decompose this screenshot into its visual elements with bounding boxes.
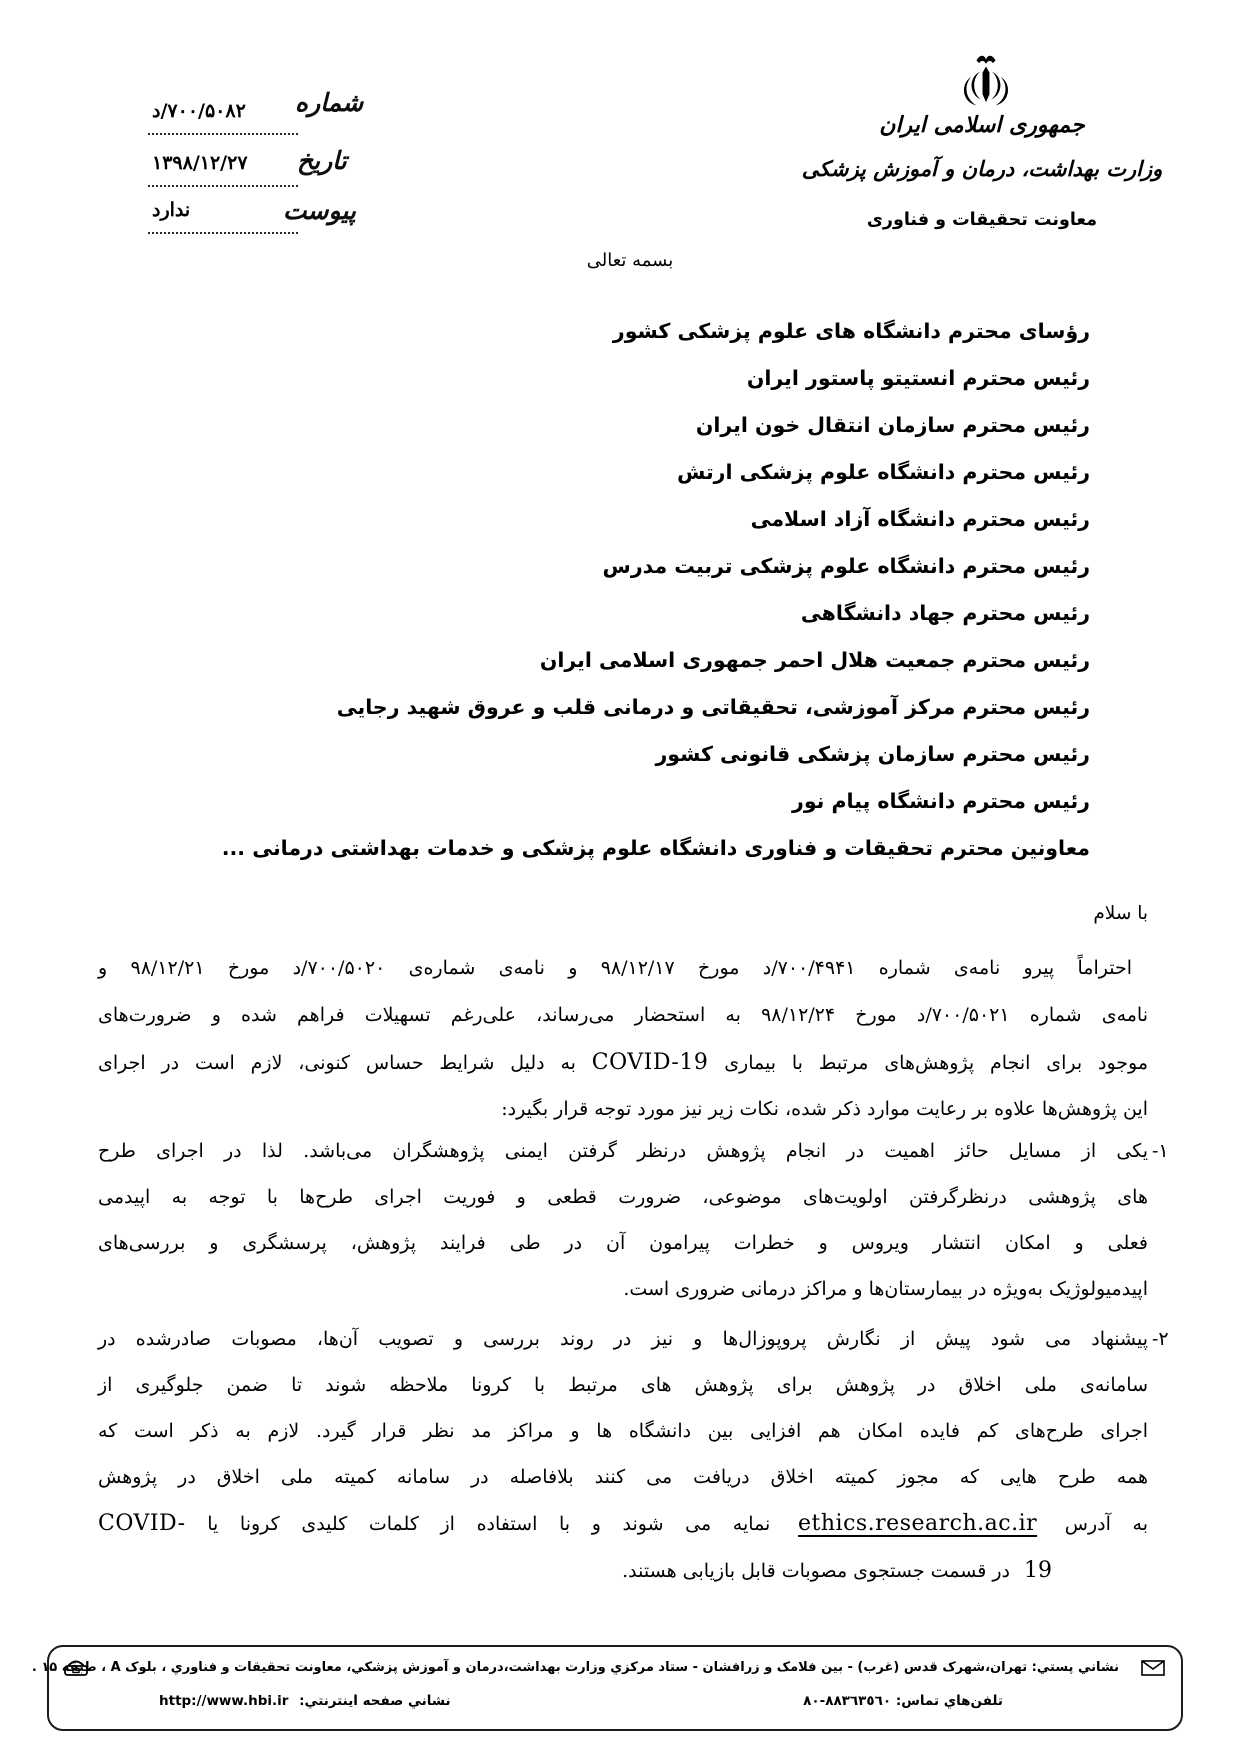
besmele-line: بسمه تعالی <box>586 250 674 271</box>
website-line: نشاني صفحه اينترنتي: http://www.hbi.ir <box>159 1693 451 1709</box>
header-ministry-line: وزارت بهداشت، درمان و آموزش پزشکی <box>801 156 1163 181</box>
item-1-line: های پژوهشی درنظرگرفتن اولویت‌های موضوعی، ضرورت قطعی و فوریت اجرای طرح‌ها با توجه به اپیدمی <box>98 1186 1148 1208</box>
item-1-marker: ۱- <box>1152 1140 1169 1162</box>
recipient-line: رئیس محترم سازمان پزشکی قانونی کشور <box>655 742 1090 766</box>
recipient-line: رئیس محترم دانشگاه پیام نور <box>792 789 1090 813</box>
attachment-field <box>148 199 298 234</box>
covid-term-part1: COVID- <box>98 1511 186 1536</box>
header-deputy-line: معاونت تحقیقات و فناوری <box>866 210 1098 230</box>
intro-line-4: این پژوهش‌ها علاوه بر رعایت موارد ذکر شده، نکات زیر نیز مورد توجه قرار بگیرد: <box>501 1098 1148 1120</box>
intro-paragraph <box>98 945 1148 1133</box>
ethics-url-text: ethics.research.ac.ir <box>798 1511 1038 1536</box>
phone-line: تلفن‌هاي تماس: ٨٨٣٦٣٥٦٠-٨٠ <box>803 1693 1003 1709</box>
date-value: ۱۳۹۸/۱۲/۲۷ <box>152 152 248 174</box>
intro-line-3: موجود برای انجام پژوهش‌های مرتبط با بیماری COVID-19 به دلیل شرایط حساس کنونی، لازم است در اجرای <box>98 1050 1148 1075</box>
item-1-line: اپیدمیولوژیک به‌ویژه در بیمارستان‌ها و مراکز درمانی ضروری است. <box>623 1278 1148 1300</box>
list-item-2 <box>98 1316 1169 1594</box>
item-2-lines <box>98 1316 1148 1500</box>
number-label: شماره <box>295 88 364 117</box>
salutation-line: با سلام <box>1093 903 1148 924</box>
attachment-value: ندارد <box>152 199 191 221</box>
intro-line-1: احتراماً پیرو نامه‌ی شماره ۷۰۰/۴۹۴۱/د مورخ ۹۸/۱۲/۱۷ و نامه‌ی شماره‌ی ۷۰۰/۵۰۲۰/د مورخ ۹۸/۱۲/۲۱ و <box>98 957 1133 979</box>
attachment-label: پیوست <box>283 196 356 225</box>
header-republic-line: جمهوری اسلامی ایران <box>879 112 1085 138</box>
item-2-line: اجرای طرح‌های کم فایده امکان هم افزایی بین دانشگاه ها و مراکز مد نظر قرار گیرد. لازم به ذکر است که <box>98 1420 1148 1442</box>
recipients-list <box>98 308 1090 872</box>
recipient-line: رئیس محترم جهاد دانشگاهی <box>800 601 1090 625</box>
footer-contact-box <box>31 1645 1183 1731</box>
recipient-line: رئیس محترم سازمان انتقال خون ایران <box>695 413 1090 437</box>
item-1-lines <box>98 1128 1148 1312</box>
date-field <box>148 152 298 187</box>
item-2-line-5: به آدرس ethics.research.ac.ir نمایه می شوند و با استفاده از کلمات کلیدی کرونا یا COVID- <box>98 1511 1148 1536</box>
item-2-line: سامانه‌ی ملی اخلاق در پژوهش برای پژوهش های مرتبط با کرونا ملاحظه شوند تا ضمن جلوگیری از <box>98 1374 1148 1396</box>
postal-address-line: نشاني پستي: تهران،شهرک قدس (غرب) - بین فلامک و زرافشان - ستاد مرکزي وزارت بهداشت،درمان و آموزش پزشكي، معاونت تحقیقات و فناوري ، بلوک A ، طبقه ۱۵ . <box>31 1660 1119 1675</box>
date-label: تاریخ <box>297 146 347 175</box>
intro-line-2: نامه‌ی شماره ۷۰۰/۵۰۲۱/د مورخ ۹۸/۱۲/۲۴ به استحضار می‌رساند، علی‌رغم تسهیلات فراهم شده و ضرورت‌های <box>98 1004 1149 1026</box>
recipient-line: رئیس محترم دانشگاه آزاد اسلامی <box>750 507 1090 531</box>
covid19-term: COVID-19 <box>591 1050 709 1075</box>
item-2-line-6: 19 در قسمت جستجوی مصوبات قابل بازیابی هستند. <box>622 1558 1052 1583</box>
item-1-line: فعلی و امکان انتشار ویروس و خطرات پیرامون آن در طی فرایند پژوهش، پرسشگری و بررسی‌های <box>98 1232 1148 1254</box>
list-item-1 <box>98 1128 1169 1312</box>
recipient-line: رئیس محترم مرکز آموزشی، تحقیقاتی و درمانی قلب و عروق شهید رجایی <box>336 695 1090 719</box>
iran-national-emblem-icon <box>960 54 1012 112</box>
postal-envelope-icon <box>1141 1660 1165 1676</box>
item-2-marker: ۲- <box>1152 1328 1169 1350</box>
item-2-line: پیشنهاد می شود پیش از نگارش پروپوزال‌ها و نیز در روند بررسی و تصویب آن‌ها، مصوبات صادرشده در <box>98 1328 1148 1350</box>
number-value: ۷۰۰/۵۰۸۲/د <box>152 100 246 122</box>
recipient-line: رئیس محترم انستیتو پاستور ایران <box>746 366 1090 390</box>
website-url: http://www.hbi.ir <box>159 1693 289 1709</box>
number-field <box>148 100 298 135</box>
recipient-line: معاونین محترم تحقیقات و فناوری دانشگاه علوم پزشکی و خدمات بهداشتی درمانی ... <box>221 836 1090 860</box>
recipient-line: رئیس محترم جمعیت هلال احمر جمهوری اسلامی ایران <box>539 648 1090 672</box>
recipient-line: رؤسای محترم دانشگاه های علوم پزشکی کشور <box>612 319 1090 343</box>
phone-number: ٨٨٣٦٣٥٦٠-٨٠ <box>803 1693 892 1709</box>
item-2-line: همه طرح هایی که مجوز کمیته اخلاق دریافت می کنند بلافاصله در سامانه کمیته ملی اخلاق در پژوهش <box>98 1466 1148 1488</box>
item-1-line: یکی از مسایل حائز اهمیت در انجام پژوهش درنظر گرفتن ایمنی پژوهشگران می‌باشد. لذا در اجرای طرح <box>98 1140 1148 1162</box>
covid-term-part2: 19 <box>1024 1558 1052 1583</box>
recipient-line: رئیس محترم دانشگاه علوم پزشکی تربیت مدرس <box>602 554 1090 578</box>
recipient-line: رئیس محترم دانشگاه علوم پزشکی ارتش <box>677 460 1090 484</box>
